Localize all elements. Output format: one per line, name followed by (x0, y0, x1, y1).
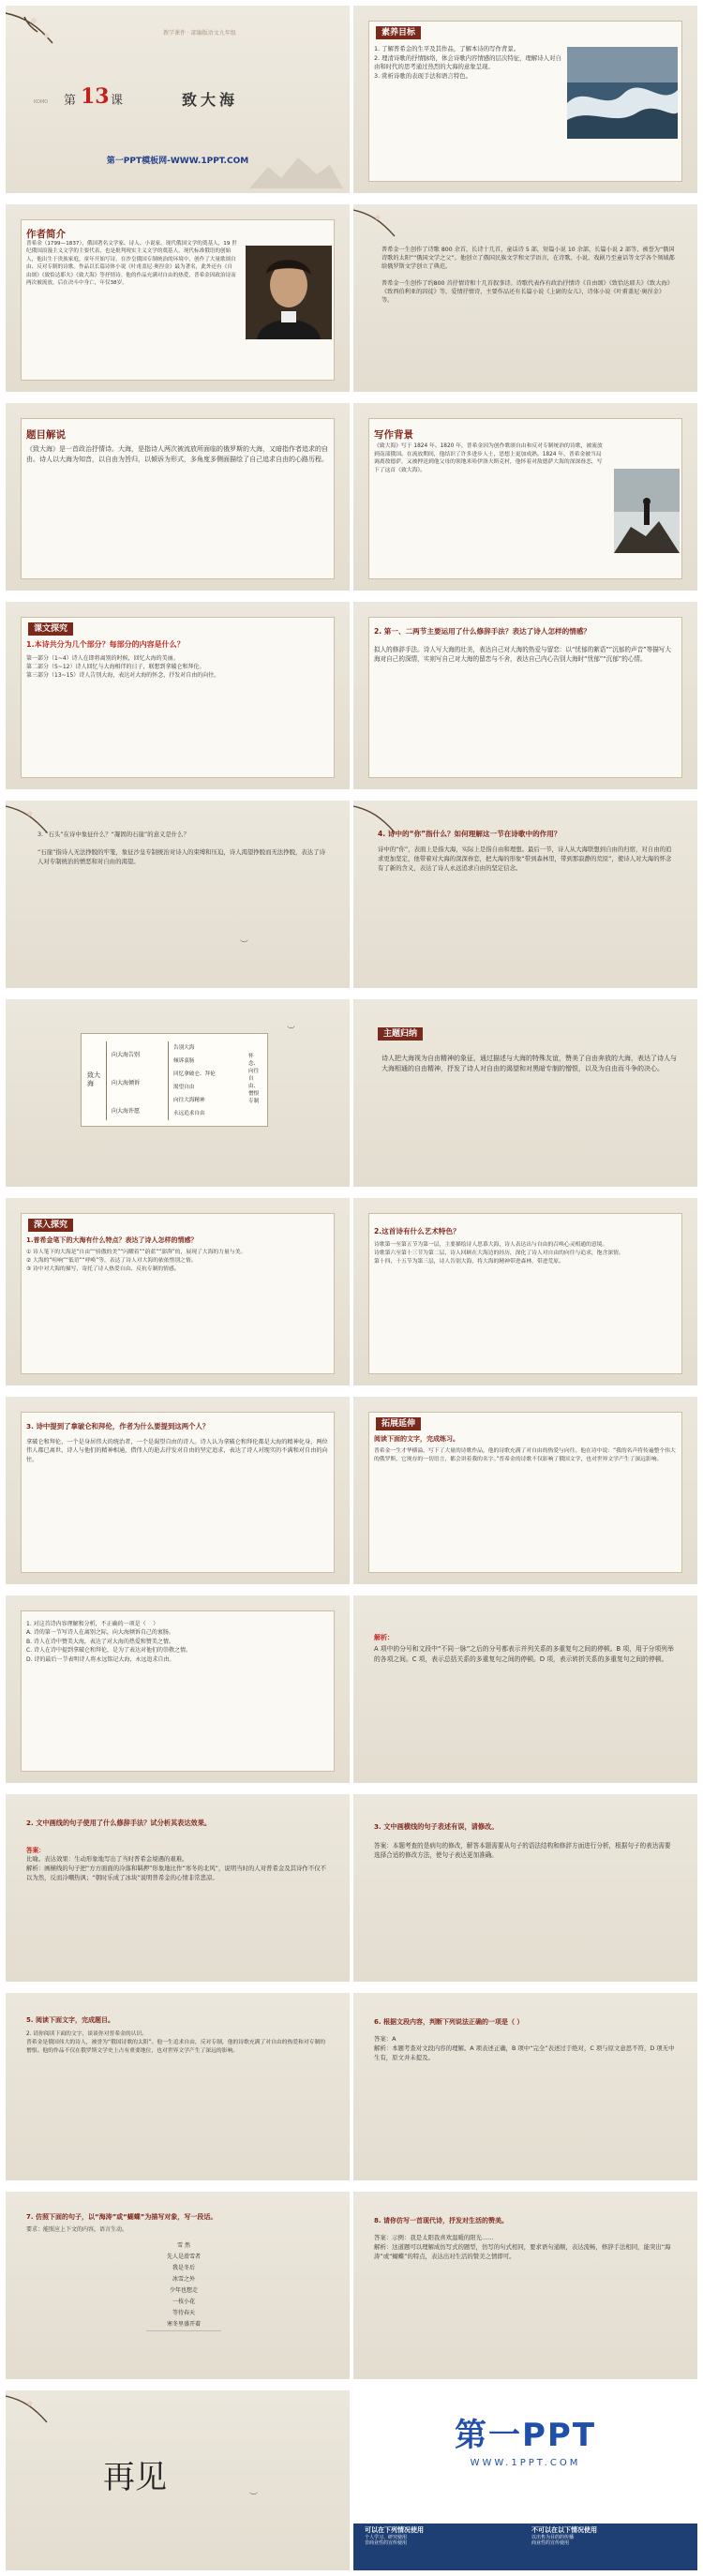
brand-logo: 第一PPT (454, 2417, 597, 2454)
section-tag: 素养目标 (376, 26, 421, 39)
bird-icon: ︶ (249, 2493, 259, 2502)
question-heading: 8. 请你仿写一首现代诗，抒发对生活的赞美。 (374, 2217, 508, 2224)
exercise-6-text: 要求：能照应上下文的内容，语言生动。 (26, 2226, 128, 2233)
theme-bracket (168, 1041, 169, 1120)
exercise-7-text: 答案：示例：我是太阳我喜欢温暖的阳光…… 解析：这道题可以理解成仿写式的题型，仿写的句式相同，要求语句通顺，表达流畅，修辞手法相同，能突出“海涛”或“蝴蝶”的特点，表达出对生活的赞美之情即可。 (374, 2234, 671, 2260)
section-tag: 主题归纳 (378, 1027, 423, 1041)
usage-line: 商业性的宣传使用 (531, 2540, 570, 2547)
slide-rhetoric[interactable] (353, 602, 697, 789)
theme-item: 告别大海 (173, 1045, 195, 1051)
poem-line: 一枝小花 (172, 2299, 195, 2305)
plum-branch-icon (353, 204, 428, 251)
napoleon-text: 拿破仑和拜伦，一个是身居伟大的统治者，一个是渴望自由的诗人。诗人认为拿破仑和拜伦都是大海的精神化身，两位伟人都已离世，诗人与他们的精神相通，借伟人的逝去抒发对自由的坚定追求，表达了诗人对现实的不满和对自由的向往。 (26, 1439, 328, 1463)
slide-theme[interactable] (353, 999, 697, 1187)
question-heading: 2. 第一、二两节主要运用了什么修辞手法？表达了诗人怎样的情感？ (374, 627, 591, 636)
bird-icon: ︶ (287, 1026, 296, 1036)
extension-text: 普希金一生才华横溢，写下了大量的诗歌作品，他的诗歌充满了对自由的热爱与向往。他在诗中说：“我的名声将传遍整个伟大的俄罗斯，它现存的一切语言，都会讲着我的名字。”普希金的诗歌不仅影响了俄国文学，也对世界文学产生了深远影响。 (374, 1448, 676, 1462)
poem-line: 少年也想走 (169, 2287, 198, 2294)
ink-mountain-icon (249, 146, 343, 188)
slide-paper (368, 617, 682, 778)
question-heading: 7. 仿照下面的句子，以“海涛”或“蝴蝶”为描写对象，写一段话。 (26, 2213, 217, 2221)
slide-exercise-7[interactable] (353, 2192, 697, 2379)
art-text: 诗歌第一至第五节为第一层，主要描绘诗人思慕大海，诗人表达出与自由的召唤心灵相通的意境。 诗歌第六至第十三节为第二层，诗人回顾在大海边的经历，深化了诗人对自由的向往与追求，饱含深情。 第十四、十五节为第三层，诗人告别大海，将大海的精神带进森林，带进荒原。 (374, 1242, 624, 1265)
question-heading: 3. 诗中提到了拿破仑和拜伦，作者为什么要提到这两个人？ (26, 1422, 210, 1430)
theme-root: 致大海 (87, 1071, 100, 1087)
website-link[interactable]: 第一PPT模板网-WWW.1PPT.COM (106, 157, 249, 166)
theme-item: 回忆拿破仑、拜伦 (173, 1071, 216, 1077)
slide-paper (21, 1809, 335, 1970)
lesson-title: 致大海 (182, 91, 239, 109)
answer-1-text: A 项中的分号和文段中“不同一脉”之后的分号都表示并列关系的多重复句之间的停顿。B 项，用于分项列举的各项之间。C 项，表示总括关系的多重复句之间的停顿。D 项，表示转折关系的多重复句之间的停顿。 (374, 1645, 674, 1663)
slide-paper (368, 1809, 682, 1970)
cover-small-header: 教学课件 · 部编版语文九年级 (163, 30, 236, 37)
slide-napoleon[interactable] (6, 1397, 350, 1584)
slide-heading: 题目解说 (26, 429, 66, 441)
slide-paper (368, 1610, 682, 1772)
slide-heading: 作者简介 (26, 229, 66, 240)
theme-diagram (81, 1033, 268, 1127)
theme-item: 永远追求自由 (173, 1111, 205, 1116)
lesson-prefix: 第 (64, 94, 77, 108)
structure-text: 第一部分（1~4）诗人在即将离别的时候，回忆大海的美丽。 第二部分（5~12）诗人回忆与大海相伴的日子，联想到拿破仑和拜伦。 第三部分（13~15）诗人告别大海，表达对大海的怀念，抒发对自由的向往。 (26, 655, 220, 680)
slide-exercise-2[interactable] (6, 1794, 350, 1982)
theme-side-label: 怀念、向往自由、憎恨专制 (248, 1054, 260, 1104)
theme-item: 向往大海精神 (173, 1098, 205, 1103)
brand-header (353, 2390, 697, 2524)
works-text: 普希金一生创作了诗歌 800 余首，长诗十几首，童话诗 5 部，短篇小说 10 余部，长篇小说 2 部等，被誉为“俄国诗歌的太阳”“俄国文学之父”。他创立了俄国民族文学和文学语言，在诗歌、小说、戏剧乃至童话等文学各个领域都给俄罗斯文学创立了典范。 普希金一生创作了约800 首抒情诗和十几首叙事诗。诗歌代表作有政治抒情诗《自由颂》《致恰达耶夫》《致大海》《致西伯利亚的囚徒》等，爱情抒情诗，主要作品还有长篇小说《上尉的女儿》，诗体小说《叶甫盖尼·奥涅金》等。 (381, 247, 675, 304)
slide-title-explain[interactable] (6, 403, 350, 591)
exercise-4-text: 2. 请你阅读下面的文字，谈谈你对普希金的认识。 普希金是俄国伟大的诗人，被誉为“俄国诗歌的太阳”。他一生追求自由，反对专制，他的诗歌充满了对自由的热爱和对专制的憎恨。他的作品不仅在俄罗斯文学史上占有重要地位，也对世界文学产生了深远的影响。 (26, 2031, 326, 2054)
poem-line: 寒冬里盛开着 (166, 2321, 201, 2328)
goodbye-calligraphy (99, 2447, 174, 2503)
section-tag: 课文探究 (28, 622, 73, 636)
slide-subheading: 阅读下面的文字，完成练习。 (374, 1435, 459, 1443)
rhetoric-text: 拟人的修辞手法。诗人写大海的壮美，表达自己对大海的热爱与留恋：以“忧郁的絮语”“沉郁的声音”等描写大海对自己的深情，实则写自己对大海的留恋与不舍，表达自己内心告别大海时“忧郁”“沉郁”的心情。 (374, 646, 671, 663)
title-explain-text: 《致大海》是一首政治抒情诗。大海，是指诗人两次被流放所面临的俄罗斯的大海，又暗指作者追求的自由。诗人以大海为知音，以自由为旨归，以倾诉为形式，多角度多侧面描绘了自己追求自由的心路历程。 (26, 445, 328, 463)
slide-paper (368, 2207, 682, 2368)
brand-url[interactable]: WWW.1PPT.COM (470, 2458, 581, 2468)
theme-branch: 向大海许愿 (112, 1108, 141, 1115)
pushkin-portrait (246, 246, 332, 339)
usage-allowed (365, 2527, 524, 2547)
section-tag: 拓展延伸 (376, 1417, 421, 1430)
question-heading: 1.本诗共分为几个部分？每部分的内容是什么？ (26, 640, 185, 649)
slide-art[interactable] (353, 1198, 697, 1385)
slide-cover[interactable] (6, 6, 350, 193)
poem-line: 冰雪之外 (172, 2276, 195, 2283)
usage-line: 非商业性的宣传使用 (365, 2540, 408, 2547)
exercise-3-text: 答案：本题考查的是病句的修改，解答本题需要从句子的语法结构和修辞方面进行分析，根据句子的表达需要选择合适的修改方法，使句子表达更加准确。 (374, 1842, 671, 1860)
slide-paper (368, 1213, 682, 1374)
slide-goals[interactable] (353, 6, 697, 193)
slide-answer-1[interactable] (353, 1595, 697, 1783)
question-heading: 2.这首诗有什么艺术特色？ (374, 1227, 460, 1236)
plum-branch-icon (353, 801, 428, 847)
slide-structure[interactable] (6, 602, 350, 789)
usage-forbidden-title: 不可以在以下情况使用 (531, 2526, 597, 2534)
poem-line: 雪 然 (177, 2242, 190, 2249)
slide-works[interactable] (353, 204, 697, 392)
goals-text: 1. 了解普希金的生平及其作品，了解本诗的写作背景。 2. 理清诗歌的抒情脉络，体会诗歌内容情感的层次特征，理解诗人对自由和时代的思考通过热烈的大海的意象呈现。 3. 赏析诗歌的表现手法和语言特色。 (374, 45, 561, 80)
question-heading: 4. 诗中的“你”指什么？如何理解这一节在诗歌中的作用？ (378, 830, 561, 838)
theme-text: 诗人把大海视为自由精神的象征，通过描述与大海的特殊友谊，赞美了自由奔放的大海，表达了诗人与大海相通的自由精神，抒发了诗人对自由的渴望和对黑暗专制的憎恨，以及为自由而斗争的决心。 (381, 1055, 677, 1072)
deep-explore-text: ① 诗人笔下的大海是“自由”“骄傲的美”“闪耀着”“蔚蓝”“澎湃”的，展现了大海的力量与美。 ② 大海的“喧响”“低语”“呼唤”等，表达了诗人对大海的依依惜别之情。 ③ 诗中对大海的描写，寄托了诗人热爱自由、反抗专制的情感。 (26, 1250, 247, 1272)
answer-label: 解析： (374, 1634, 394, 1641)
theme-item: 渴望自由 (173, 1085, 195, 1090)
slide-heading: 写作背景 (374, 429, 413, 441)
section-tag: 深入探究 (28, 1219, 73, 1232)
plum-branch-icon (6, 6, 90, 71)
slide-extension[interactable] (353, 1397, 697, 1584)
question-heading: 6. 根据文段内容，判断下列说法正确的一项是（ ） (374, 2018, 524, 2026)
background-text: 《致大海》写于 1824 年。1820 年，普希金因为创作歌颂自由和反对专制统治的诗歌，被流放到南部俄国。在流放期间，他结识了许多进步人士，思想上更加成熟。1824 年，普希金被当局调离敖德萨，又被押送到他父母的领地米哈伊洛夫斯克村，他怀着对敖德萨大海的深深眷恋，写下了这首《致大海》。 (374, 443, 603, 473)
slide-theme-diagram[interactable] (6, 999, 350, 1187)
plum-branch-icon (6, 2390, 81, 2437)
slide-paper (368, 2008, 682, 2169)
question-heading: 3. 文中画横线的句子表述有误，请修改。 (374, 1822, 499, 1831)
cover-side-label: KOMO (34, 99, 49, 105)
usage-allowed-title: 可以在下列情况使用 (365, 2526, 424, 2534)
slide-exercise-4[interactable] (6, 1993, 350, 2180)
stone-text: 3. “石头”在诗中象征什么？“凝固的石崖”的意义是什么？ “石崖”指诗人无法挣脱的牢笼，象征沙皇专制统治对诗人的束缚和压迫，诗人渴望挣脱而无法挣脱，表达了诗人对专制统治的憎恶和对自由的渴望。 (37, 831, 325, 865)
slide-paper (21, 418, 335, 579)
lesson-number: 13 (81, 84, 110, 109)
bird-icon: ︶ (240, 940, 249, 950)
slide-background[interactable] (353, 403, 697, 591)
slide-exercise-5[interactable] (353, 1993, 697, 2180)
theme-item-list (173, 1041, 216, 1120)
slide-goodbye[interactable] (6, 2390, 350, 2570)
author-bio: 普希金（1799—1837），俄国著名文学家、诗人、小说家，现代俄国文学的奠基人，19 世纪俄国浪漫主义文学的主要代表，也是批判现实主义文学的奠基人。现代标准俄语的创始人，他出生于贵族家庭，童年开始写诗，在沙皇俄国专制统治的环境中，创作了大量歌颂自由、反对专制的诗歌。作品以长篇诗体小说《叶甫盖尼·奥涅金》最为著名，此外还有《自由颂》《致恰达耶夫》《致大海》等抒情诗。他的作品充满对自由的热爱，普希金因政治诗而两次被流放，后在决斗中身亡，年仅38岁。 (26, 241, 237, 287)
poem-line: 我是冬后 (172, 2265, 195, 2271)
usage-forbidden (531, 2527, 691, 2547)
you-text: 诗中的“你”，表面上是指大海，实际上是指自由和理想。最后一节，诗人从大海联想到自由的归宿，对自由的追求更加坚定，他带着对大海的深深眷恋，把大海的形象“带到森林里，带到那寂静的荒原”，使诗人对大海的怀念有了新的含义，表达了诗人永远追求自由的坚定信念。 (378, 846, 672, 872)
slide-brand[interactable] (353, 2390, 697, 2570)
slide-stone[interactable] (6, 801, 350, 988)
wanderer-painting (614, 469, 680, 553)
usage-line: 个人学习、研究使用 (365, 2535, 408, 2541)
slide-you[interactable] (353, 801, 697, 988)
usage-line: 以出售为目的的传播 (531, 2535, 575, 2541)
question-heading: 5. 阅读下面文字，完成题目。 (26, 2016, 114, 2024)
theme-branch: 向大海告别 (112, 1052, 141, 1058)
slide-author[interactable] (6, 204, 350, 392)
goodbye-calligraphy-text: 再见 (103, 2459, 167, 2496)
poem-block (146, 2240, 221, 2331)
poem-line: 先人是滑雪者 (166, 2254, 201, 2260)
sea-waves-image (567, 47, 678, 139)
slide-paper (21, 1412, 335, 1573)
slide-exercise-6[interactable] (6, 2192, 350, 2379)
poem-line: 等待春天 (172, 2310, 195, 2316)
usage-panel (353, 2524, 697, 2570)
theme-bracket (106, 1041, 107, 1120)
exercise-1-text: 1. 对这首诗内容理解和分析，不正确的一项是（ ） A. 诗的第一节写诗人在离别之际，向大海倾诉自己的衷肠。 B. 诗人在诗中赞美大海，表达了对大海的热爱和赞美之情。 C. 诗人在诗中提到拿破仑和拜伦，是为了表达对他们的崇敬之情。 D. 诗的最后一节表明诗人将永远铭记大海，永远追求自由。 (26, 1621, 192, 1663)
question-heading: 2. 文中画线的句子使用了什么修辞手法？试分析其表达效果。 (26, 1819, 212, 1827)
slide-exercise-1[interactable] (6, 1595, 350, 1783)
exercise-5-text: 答案：A 解析：本题考查对文段内容的理解。A 项表述正确，B 项中“完全”表述过于绝对，C 项与原文意思不符，D 项无中生有，原文并未提及。 (374, 2035, 675, 2061)
theme-branch: 向大海倾诉 (112, 1080, 141, 1086)
exercise-2-text: 比喻。表达效果：生动形象地写出了当时普希金境遇的艰难。 解析：画横线的句子把“方方面面的冷落和羁押”形象地比作“寒冬的北风”，说明当时的人对普希金及其诗作不仅不以为然，反而冷嘲热讽；“朝时乐成了冰块”说明普希金的心情非常悲凉。 (26, 1855, 326, 1881)
question-heading: 1.普希金笔下的大海有什么特点？表达了诗人怎样的情感？ (26, 1236, 198, 1244)
lesson-suffix: 课 (111, 94, 124, 108)
answer-label: 答案： (26, 1847, 45, 1854)
slide-exercise-3[interactable] (353, 1794, 697, 1982)
theme-item: 倾诉衷肠 (173, 1058, 195, 1064)
slide-deep-explore[interactable] (6, 1198, 350, 1385)
theme-branch-list (112, 1041, 140, 1126)
